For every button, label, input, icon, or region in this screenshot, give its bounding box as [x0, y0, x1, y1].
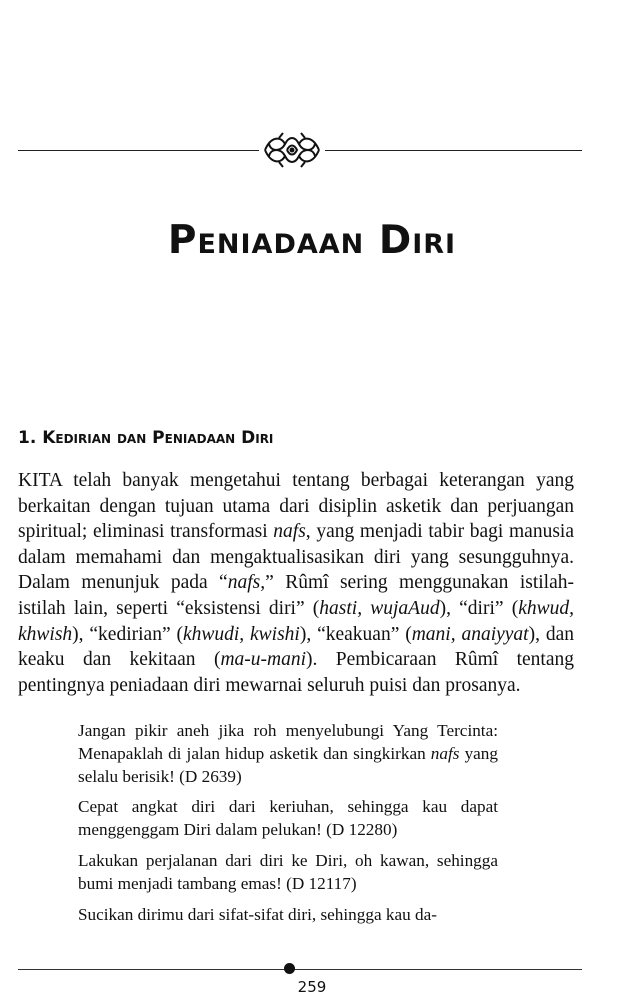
paragraph-text: ), “kedirian” ( — [72, 623, 183, 645]
quote-4: Sucikan dirimu dari sifat-sifat diri, sehingga kau da- — [78, 904, 437, 924]
quote-text: yang selalu berisik! (D 2639) — [78, 743, 498, 786]
paragraph-term: khwud, khwish — [18, 597, 574, 645]
quote-term: nafs — [430, 743, 460, 763]
bottom-rule — [18, 969, 582, 970]
section-heading: 1. Kedirian dan Peniadaan Diri — [18, 428, 274, 448]
paragraph-text: ), “keakuan” ( — [299, 623, 412, 645]
paragraph-term: khwudi, kwishi — [182, 623, 300, 645]
paragraph-text: , yang menjadi tabir bagi manusia dalam memahami dan mengaktualisasikan diri yang sesungguhnya. Dalam menunjuk pada “ — [18, 521, 574, 594]
quote-3: Lakukan perjalanan dari diri ke Diri, oh kawan, sehingga bumi menjadi tambang emas! (D 12117) — [78, 850, 498, 893]
paragraph-text: ), dan keaku dan kekitaan ( — [18, 623, 574, 671]
footer-dot-icon — [284, 963, 295, 974]
paragraph-text: ), “diri” ( — [439, 597, 519, 619]
quote-text: Jangan pikir aneh jika roh menyelubungi Yang Tercinta: Menapaklah di jalan hidup asketik dan singkirkan — [78, 721, 498, 763]
body-paragraph — [18, 468, 574, 698]
paragraph-term: ma-u-mani — [220, 649, 307, 671]
quotes-block — [78, 720, 498, 934]
paragraph-term: hasti, wujaAud — [319, 597, 440, 619]
ornament-icon — [259, 130, 325, 170]
page-number: 259 — [297, 978, 327, 996]
paragraph-term: mani, anaiyyat — [411, 623, 529, 645]
paragraph-term: nafs, — [227, 572, 266, 594]
chapter-title: Peniadaan Diri — [167, 218, 457, 263]
quote-1 — [78, 720, 498, 788]
paragraph-text: ” Rûmî sering menggunakan istilah-istilah lain, seperti “eksistensi diri” ( — [18, 572, 574, 619]
paragraph-text: KITA telah banyak mengetahui tentang berbagai keterangan yang berkaitan dengan tujuan utama dari disiplin asketik dan perjuangan spiritual; eliminasi transformasi — [18, 470, 574, 543]
quote-2: Cepat angkat diri dari keriuhan, sehingga kau dapat menggenggam Diri dalam pelukan! (D 12280) — [78, 797, 498, 840]
paragraph-text: ). Pembicaraan Rûmî tentang pentingnya peniadaan diri mewarnai seluruh puisi dan prosanya. — [18, 649, 574, 696]
paragraph-term: nafs — [273, 521, 306, 543]
